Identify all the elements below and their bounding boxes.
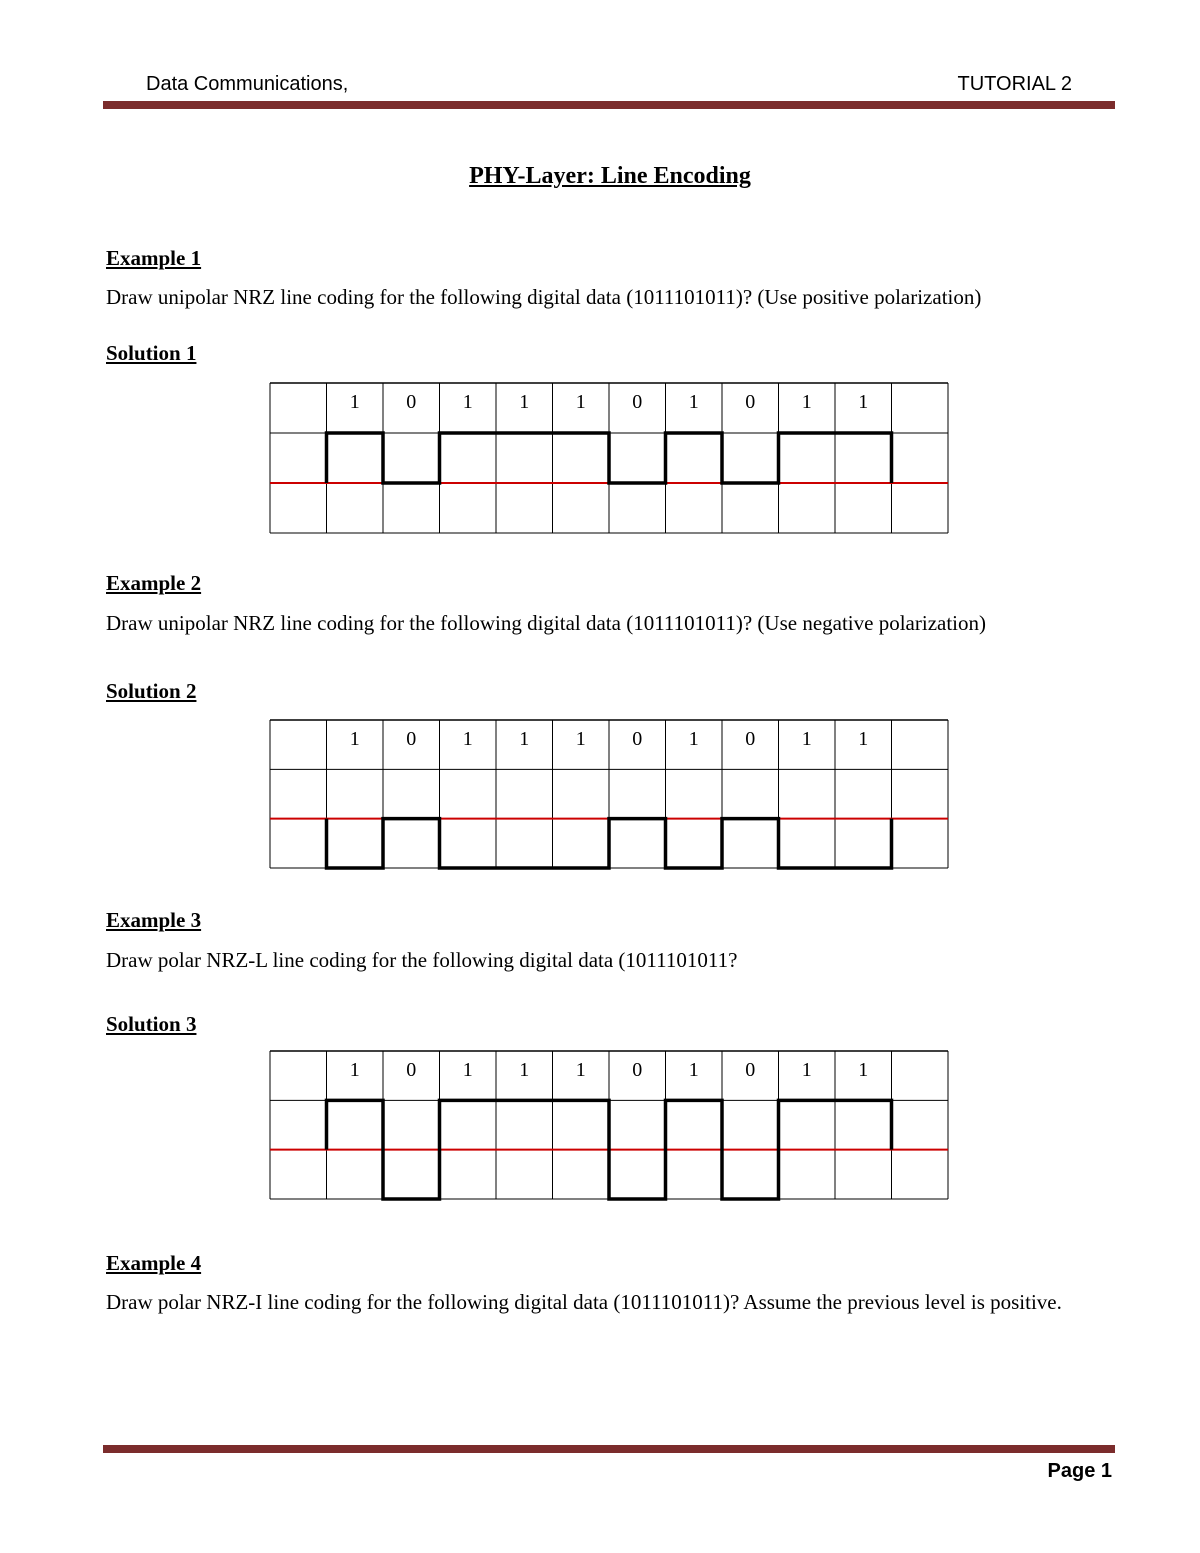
bit-label: 0 bbox=[406, 728, 417, 750]
footer-rule bbox=[103, 1445, 1115, 1453]
example-3-heading: Example 3 bbox=[106, 908, 202, 932]
bit-label: 0 bbox=[632, 391, 643, 413]
bit-label: 1 bbox=[688, 1059, 699, 1081]
solution-3-diagram bbox=[269, 1050, 949, 1200]
signal-waveform bbox=[327, 433, 892, 483]
header-rule bbox=[103, 101, 1115, 109]
bit-label: 1 bbox=[858, 391, 869, 413]
bit-label: 1 bbox=[801, 728, 812, 750]
bit-label: 0 bbox=[745, 728, 756, 750]
page-title: PHY-Layer: Line Encoding bbox=[469, 163, 751, 189]
signal-waveform bbox=[327, 819, 892, 868]
header-course: Data Communications, bbox=[146, 73, 349, 95]
example-2-text: Draw unipolar NRZ line coding for the following digital data (1011101011)? (Use negative polarization) bbox=[106, 611, 987, 635]
bit-label: 1 bbox=[462, 391, 473, 413]
bit-label: 1 bbox=[575, 728, 586, 750]
bit-label: 1 bbox=[462, 728, 473, 750]
bit-label: 1 bbox=[349, 728, 360, 750]
bit-label: 1 bbox=[349, 1059, 360, 1081]
bit-label: 0 bbox=[406, 391, 417, 413]
bit-label: 0 bbox=[745, 391, 756, 413]
bit-label: 1 bbox=[519, 728, 530, 750]
solution-2-diagram bbox=[269, 719, 949, 869]
bit-label: 1 bbox=[519, 391, 530, 413]
example-1-heading: Example 1 bbox=[106, 246, 202, 270]
bit-label: 0 bbox=[745, 1059, 756, 1081]
solution-1-heading: Solution 1 bbox=[106, 341, 197, 365]
bit-label: 0 bbox=[632, 1059, 643, 1081]
bit-label: 1 bbox=[801, 391, 812, 413]
bit-label: 1 bbox=[688, 728, 699, 750]
bit-label: 1 bbox=[801, 1059, 812, 1081]
solution-1-diagram bbox=[269, 382, 949, 534]
bit-label: 1 bbox=[462, 1059, 473, 1081]
example-3-text: Draw polar NRZ-L line coding for the following digital data (1011101011? bbox=[106, 948, 738, 972]
example-1-text: Draw unipolar NRZ line coding for the following digital data (1011101011)? (Use positive polarization) bbox=[106, 285, 982, 309]
bit-label: 1 bbox=[858, 728, 869, 750]
bit-label: 0 bbox=[632, 728, 643, 750]
solution-2-heading: Solution 2 bbox=[106, 679, 197, 703]
bit-label: 1 bbox=[688, 391, 699, 413]
bit-label: 1 bbox=[519, 1059, 530, 1081]
header-tutorial: TUTORIAL 2 bbox=[957, 73, 1072, 95]
example-4-text: Draw polar NRZ-I line coding for the following digital data (1011101011)? Assume the previous level is positive. bbox=[106, 1290, 1062, 1314]
page-number: Page 1 bbox=[1047, 1460, 1112, 1482]
solution-3-heading: Solution 3 bbox=[106, 1012, 197, 1036]
bit-label: 0 bbox=[406, 1059, 417, 1081]
bit-label: 1 bbox=[349, 391, 360, 413]
bit-label: 1 bbox=[575, 1059, 586, 1081]
example-4-heading: Example 4 bbox=[106, 1251, 202, 1275]
bit-label: 1 bbox=[858, 1059, 869, 1081]
example-2-heading: Example 2 bbox=[106, 571, 202, 595]
bit-label: 1 bbox=[575, 391, 586, 413]
